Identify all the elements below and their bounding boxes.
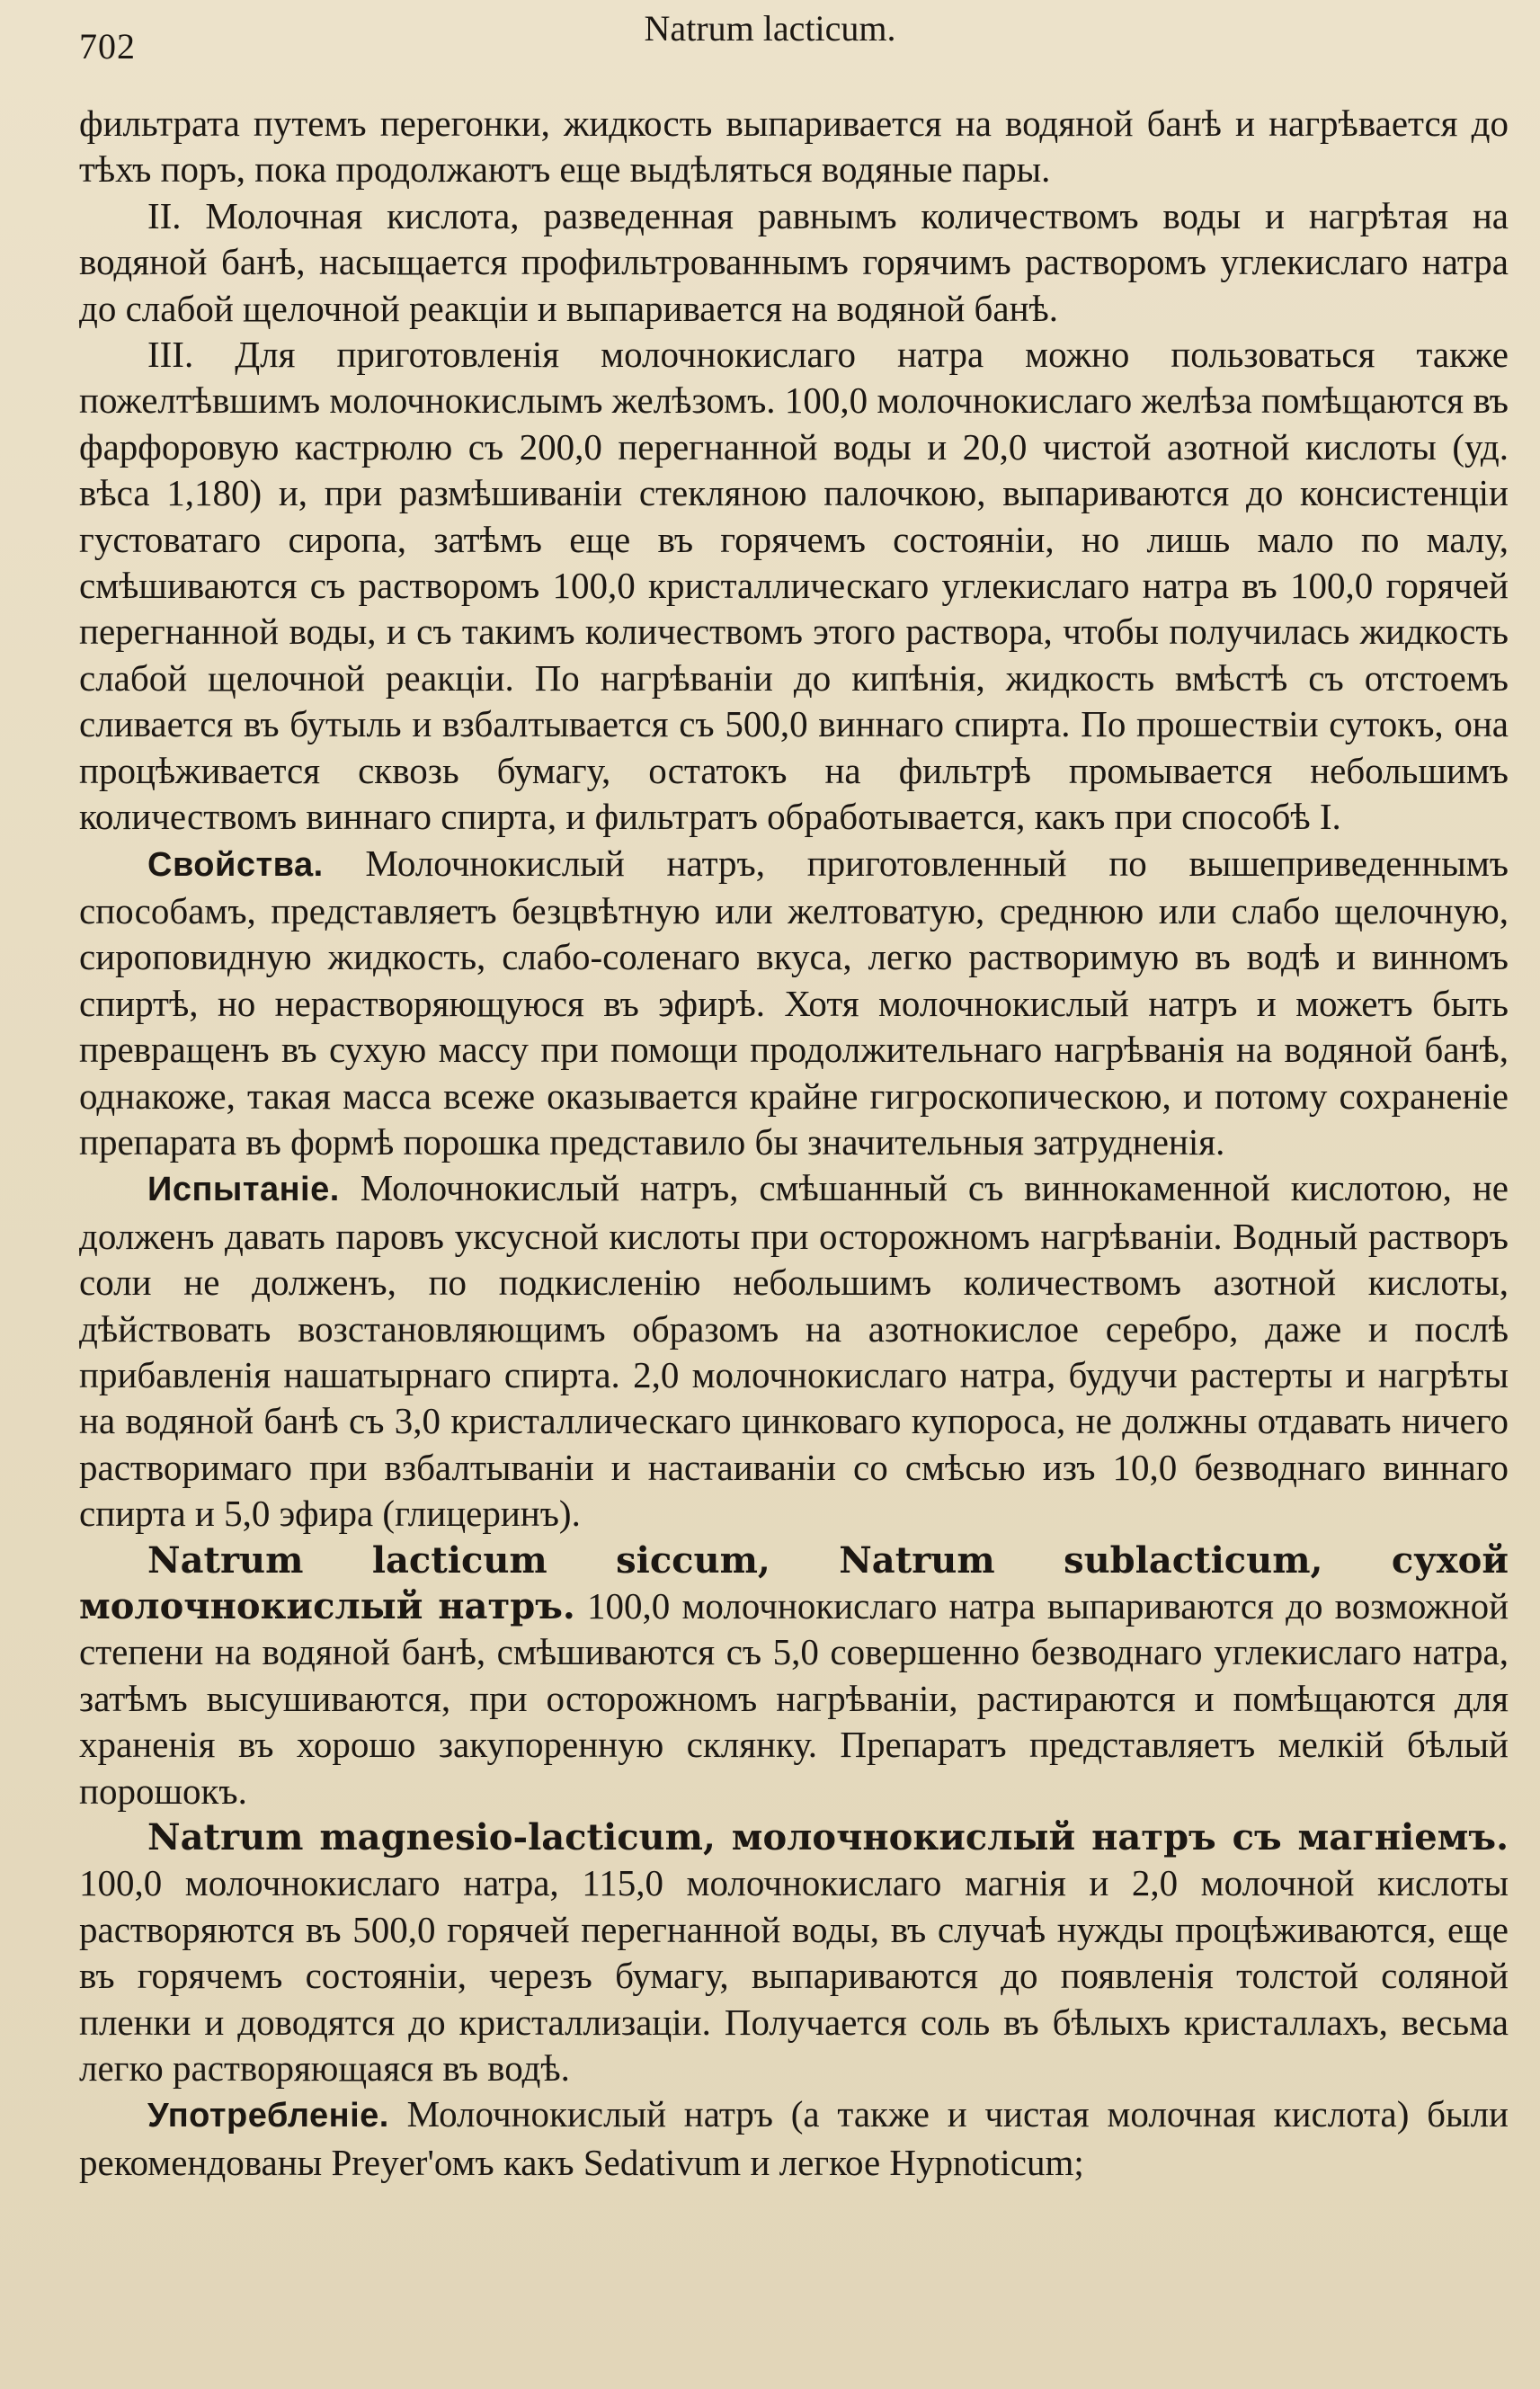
paragraph-text: III. Для приготовленія молочнокислаго натра можно пользоваться также пожелтѣвшимъ молочнокислымъ желѣзомъ. 100,0 молочнокислаго желѣза помѣщаются въ фарфоровую кастрюлю съ 200,0 перегнанной воды и 20,0 чистой азотной кислоты (уд. вѣса 1,180) и, при размѣшиваніи стекляною палочкою, выпариваются до консистенціи густоватаго сиропа, затѣмъ еще въ горячемъ состояніи, но лишь мало по малу, смѣшиваются съ растворомъ 100,0 кристаллическаго углекислаго натра въ 100,0 горячей перегнанной воды, и съ такимъ количествомъ этого раствора, чтобы получилась жидкость слабой щелочной реакціи. По нагрѣваніи до кипѣнія, жидкость вмѣстѣ съ отстоемъ сливается въ бутыль и взбалтывается съ 500,0 виннаго спирта. По прошествіи сутокъ, она процѣживается сквозь бумагу, остатокъ на фильтрѣ промывается небольшимъ количествомъ виннаго спирта, и фильтратъ обработывается, какъ при способѣ I. [79,334,1509,838]
paragraph-text: II. Молочная кислота, разведенная равнымъ количествомъ воды и нагрѣтая на водяной банѣ, насыщается профильтрованнымъ горячимъ растворомъ углекислаго натра до слабой щелочной реакціи и выпаривается на водяной банѣ. [79,194,1509,329]
paragraph-text: Молочнокислый натръ, смѣшанный съ виннокаменной кислотою, не долженъ давать паровъ уксусной кислоты при осторожномъ нагрѣваніи. Водный растворъ соли не долженъ, по подкисленію небольшимъ количествомъ азотной кислоты, дѣйствовать возстановляющимъ образомъ на азотнокислое серебро, даже и послѣ прибавленія нашатырнаго спирта. 2,0 молочнокислаго натра, будучи растерты и нагрѣты на водяной банѣ съ 3,0 кристаллическаго цинковаго купороса, не должны отдавать ничего растворимаго при взбалтываніи и настаиваніи со смѣсью изъ 10,0 безводнаго виннаго спирта и 5,0 эфира (глицеринъ). [79,1167,1509,1535]
page-header [0,0,1540,99]
running-title: Natrum lacticum. [644,8,896,49]
section-heading-testing: Испытаніе. [147,1171,340,1209]
paragraph-text: фильтрата путемъ перегонки, жидкость выпаривается на водяной банѣ и нагрѣвается до тѣхъ поръ, пока продолжаютъ еще выдѣляться водяные пары. [79,103,1509,191]
paragraph-siccum [79,1538,1509,1814]
paragraph-method-3 [79,332,1509,840]
paragraph-usage [79,2091,1509,2186]
entry-heading-magnesio: Natrum magnesio-lacticum, молочнокислый натръ съ магніемъ. [147,1816,1509,1859]
paragraph-text: 100,0 молочнокислаго натра выпариваются до возможной степени на водяной банѣ, смѣшиваются съ 5,0 совершенно безводнаго углекислаго натра, затѣмъ высушиваются, при осторожномъ нагрѣваніи, растираются и помѣщаются для храненія въ хорошо закупоренную склянку. Препаратъ представляетъ мелкій бѣлый порошокъ. [79,1585,1509,1812]
page-number: 702 [79,26,136,67]
paragraph-method-2 [79,193,1509,332]
section-heading-properties: Свойства. [147,845,324,884]
paragraph-text: 100,0 молочнокислаго натра, 115,0 молочнокислаго магнія и 2,0 молочной кислоты растворяются въ 500,0 горячей перегнанной воды, въ случаѣ нужды процѣживаются, еще въ горячемъ состояніи, черезъ бумагу, выпариваются до появленія толстой соляной пленки и доводятся до кристаллизаціи. Получается соль въ бѣлыхъ кристаллахъ, весьма легко растворяющаяся въ водѣ. [79,1862,1509,2090]
section-heading-usage: Употребленіе. [147,2097,389,2135]
paragraph-properties [79,841,1509,1166]
paragraph-intro [79,101,1509,193]
paragraph-testing [79,1165,1509,1537]
entry-heading-siccum: Natrum lacticum siccum, Natrum sublacticum, сухой молочнокислый натръ. [79,1538,1509,1627]
paragraph-text: Молочнокислый натръ, приготовленный по вышеприведеннымъ способамъ, представляетъ безцвѣтную или желтоватую, среднюю или слабо щелочную, сироповидную жидкость, слабо-соленаго вкуса, легко растворимую въ водѣ и винномъ спиртѣ, но нерастворяющуюся въ эфирѣ. Хотя молочнокислый натръ и можетъ быть превращенъ въ сухую массу при помощи продолжительнаго нагрѣванія на водяной банѣ, однакоже, такая масса всеже оказывается крайне гигроскопическою, и потому сохраненіе препарата въ формѣ порошка представило бы значительныя затрудненія. [79,842,1509,1163]
paragraph-magnesio [79,1814,1509,2091]
text-body [79,101,1509,2186]
paragraph-text: Молочнокислый натръ (а также и чистая молочная кислота) были рекомендованы Preyer'омъ какъ Sedativum и легкое Hypnoticum; [79,2093,1509,2183]
